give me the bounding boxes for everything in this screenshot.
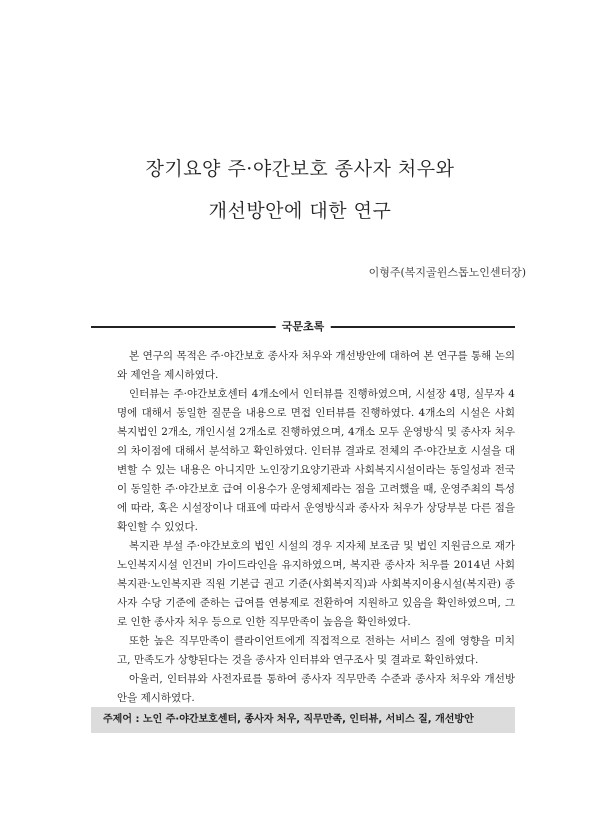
abstract-paragraph-3: 복지관 부설 주·야간보호의 법인 시설의 경우 지자체 보조금 및 법인 지원금으로 재가노인복지시설 인건비 가이드라인을 유지하였으며, 복지관 종사자 처우를 2014년 사회복지관·노인복지관 직원 기본급 권고 기준(사회복지직)과 사회복지이용시설(복지관) 종사자 수당 기준에 준하는 급여를 연봉제로 전환하여 지원하고 있음을 확인하였으며, 그로 인한 종사자 처우 등으로 인한 직무만족이 높음을 확인하였다. — [117, 540, 515, 628]
paper-title — [0, 148, 600, 232]
author-affiliation: 이형주(복지골윈스톱노인센터장) — [368, 266, 526, 279]
abstract-paragraph-4: 또한 높은 직무만족이 클라이언트에게 직접적으로 전하는 서비스 질에 영향을 미치고, 만족도가 상향된다는 것을 종사자 인터뷰와 연구조사 및 결과로 확인하였다. — [117, 635, 515, 666]
abstract-paragraph-2: 인터뷰는 주·야간보호센터 4개소에서 인터뷰를 진행하였으며, 시설장 4명, 실무자 4명에 대해서 동일한 질문을 내용으로 면접 인터뷰를 진행하였다. 4개소의 시설은 사회복지법인 2개소, 개인시설 2개소로 진행하였으며, 4개소 모두 운영방식 및 종사자 처우의 차이점에 대해서 분석하고 확인하였다. 인터뷰 결과로 전체의 주·야간보호 시설을 대변할 수 있는 내용은 아니지만 노인장기요양기관과 사회복지시설이라는 동일성과 전국이 동일한 주·야간보호 급여 이용수가 운영체제라는 점을 고려했을 때, 운영주최의 특성에 따라, 혹은 시설장이나 대표에 따라서 운영방식과 종사자 처우가 상당부분 다른 점을 확인할 수 있었다. — [117, 388, 515, 533]
abstract-label: 국문초록 — [276, 318, 331, 336]
abstract-body — [117, 347, 515, 708]
title-line-2: 개선방안에 대한 연구 — [208, 200, 392, 222]
abstract-paragraph-5: 아울러, 인터뷰와 사전자료를 통하여 종사자 직무만족 수준과 종사자 처우와 개선방안을 제시하였다. — [117, 673, 515, 704]
title-line-1: 장기요양 주·야간보호 종사자 처우와 — [145, 158, 455, 180]
abstract-paragraph-1: 본 연구의 목적은 주·야간보호 종사자 처우와 개선방안에 대하여 본 연구를 통해 논의와 제언을 제시하였다. — [117, 350, 515, 381]
keywords-box: 주제어 : 노인 주·야간보호센터, 종사자 처우, 직무만족, 인터뷰, 서비스 질, 개선방안 — [91, 707, 515, 733]
abstract-header — [91, 318, 515, 336]
